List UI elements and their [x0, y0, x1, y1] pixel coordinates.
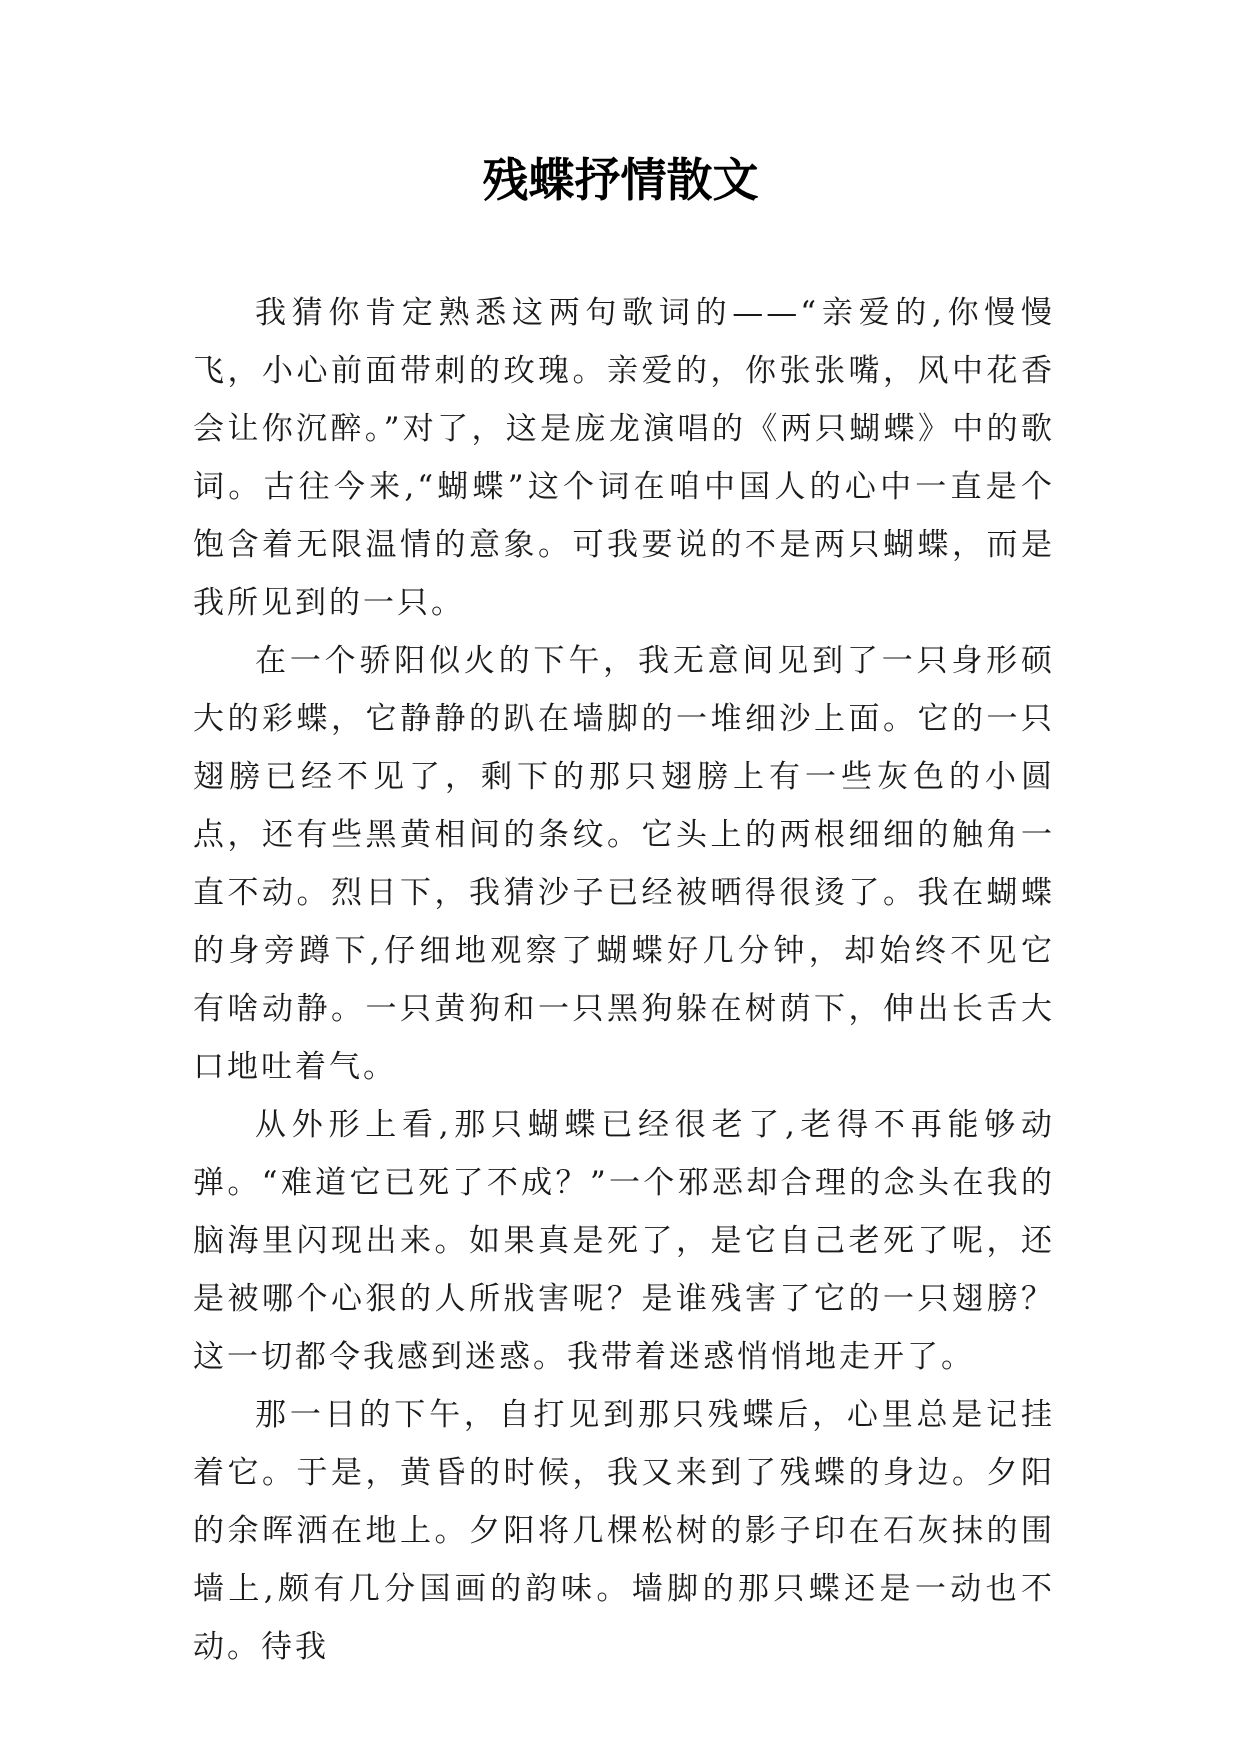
paragraph: 在一个骄阳似火的下午，我无意间见到了一只身形硕大的彩蝶，它静静的趴在墙脚的一堆细沙上面。它的一只翅膀已经不见了，剩下的那只翅膀上有一些灰色的小圆点，还有些黑黄相间的条纹。它头上的两根细细的触角一直不动。烈日下，我猜沙子已经被晒得很烫了。我在蝴蝶的身旁蹲下,仔细地观察了蝴蝶好几分钟，却始终不见它有啥动静。一只黄狗和一只黑狗躲在树荫下，伸出长舌大口地吐着气。: [193, 643, 1055, 1085]
paragraph: 从外形上看,那只蝴蝶已经很老了,老得不再能够动弹。“难道它已死了不成？”一个邪恶却合理的念头在我的脑海里闪现出来。如果真是死了，是它自己老死了呢，还是被哪个心狠的人所戕害呢？是谁残害了它的一只翅膀？这一切都令我感到迷惑。我带着迷惑悄悄地走开了。: [193, 1107, 1055, 1375]
paragraph: 我猜你肯定熟悉这两句歌词的——“亲爱的,你慢慢飞，小心前面带刺的玫瑰。亲爱的，你张张嘴，风中花香会让你沉醉。”对了，这是庞龙演唱的《两只蝴蝶》中的歌词。古往今来,“蝴蝶”这个词在咱中国人的心中一直是个饱含着无限温情的意象。可我要说的不是两只蝴蝶，而是我所见到的一只。: [193, 295, 1055, 621]
document-body: [193, 284, 1055, 1676]
paragraph: 那一日的下午，自打见到那只残蝶后，心里总是记挂着它。于是，黄昏的时候，我又来到了残蝶的身边。夕阳的余晖洒在地上。夕阳将几棵松树的影子印在石灰抹的围墙上,颇有几分国画的韵味。墙脚的那只蝶还是一动也不动。待我: [193, 1397, 1055, 1665]
document-title: 残蝶抒情散文: [482, 153, 759, 207]
